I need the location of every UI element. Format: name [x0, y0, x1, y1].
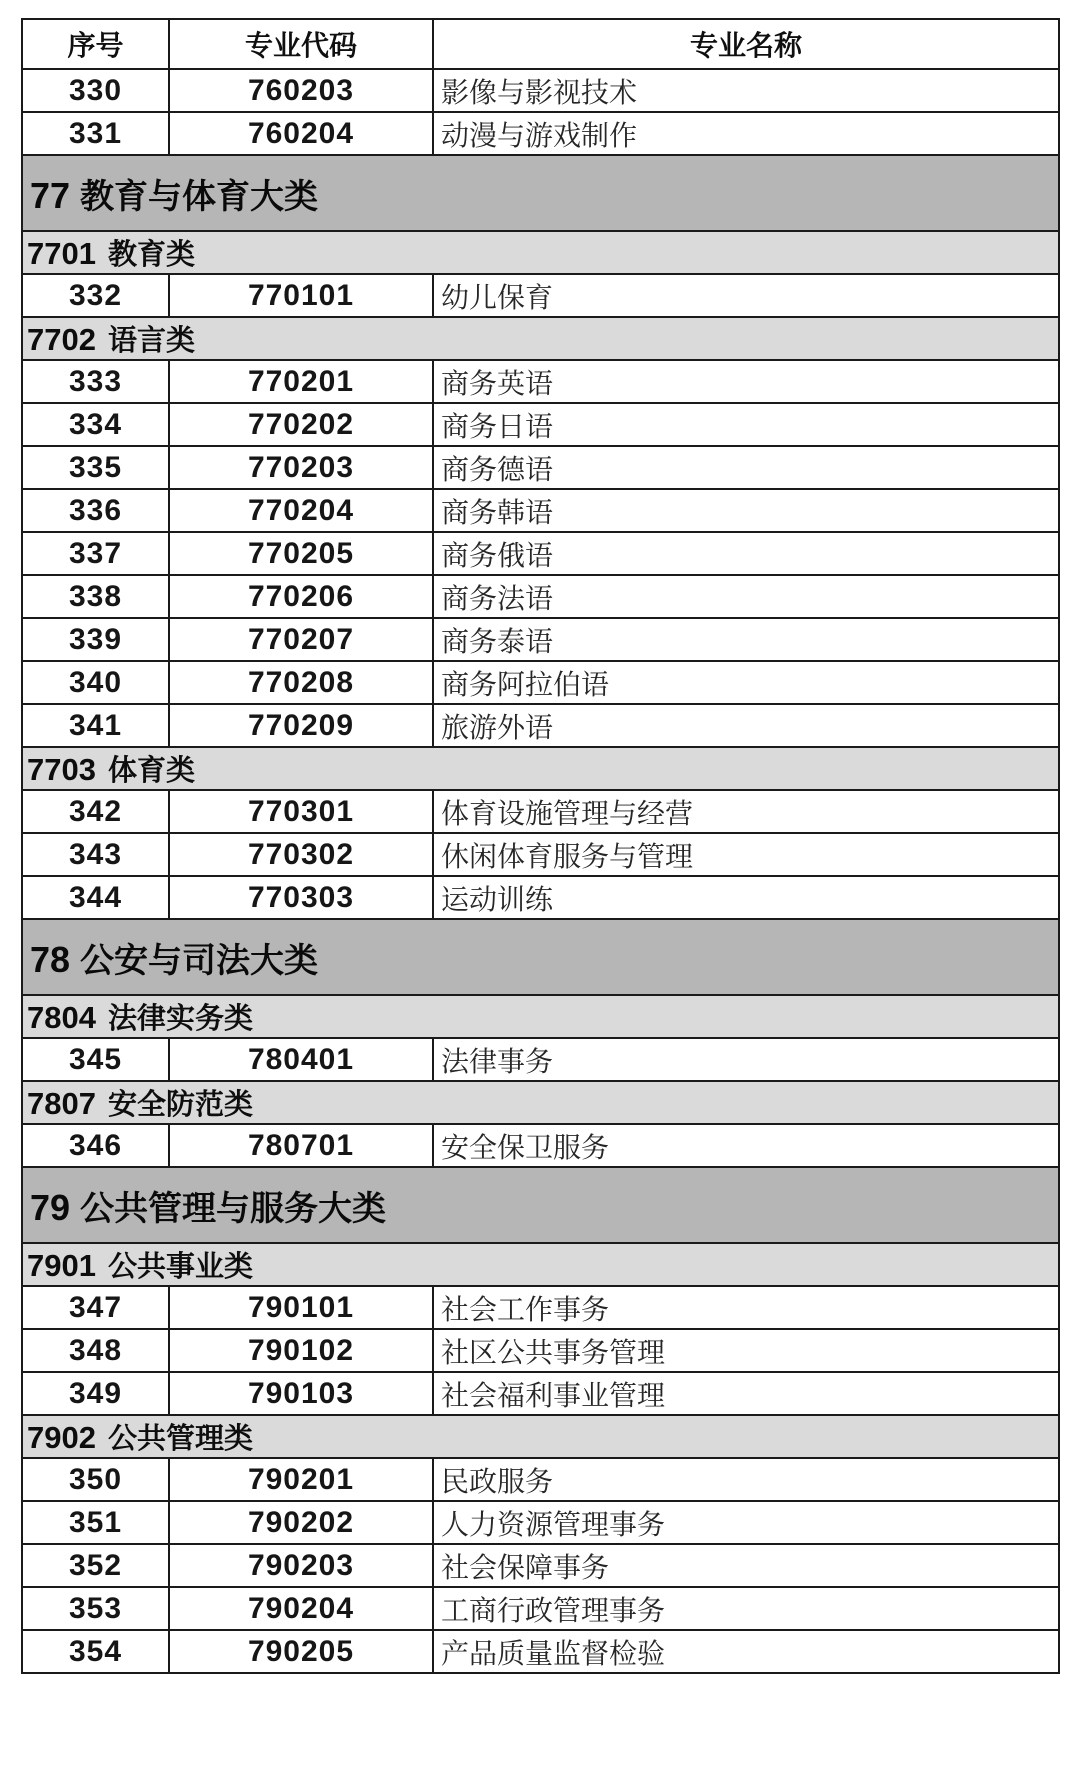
cell-serial-number: 333	[22, 360, 169, 403]
col-header-name: 专业名称	[433, 19, 1059, 69]
subcategory-label: 公共管理类	[107, 1421, 253, 1455]
category-code: 78	[30, 938, 71, 980]
cell-major-code: 790203	[169, 1544, 433, 1587]
cell-major-name: 社会福利事业管理	[433, 1372, 1059, 1415]
cell-serial-number: 353	[22, 1587, 169, 1630]
cell-major-code: 770204	[169, 489, 433, 532]
table-row	[22, 790, 1059, 833]
cell-major-name: 法律事务	[433, 1038, 1059, 1081]
subcategory-row	[22, 1081, 1059, 1124]
cell-major-name: 幼儿保育	[433, 274, 1059, 317]
majors-table	[21, 18, 1060, 1674]
cell-serial-number: 330	[22, 69, 169, 112]
cell-major-code: 760203	[169, 69, 433, 112]
cell-major-name: 民政服务	[433, 1458, 1059, 1501]
cell-major-name: 运动训练	[433, 876, 1059, 919]
table-row	[22, 489, 1059, 532]
cell-serial-number: 346	[22, 1124, 169, 1167]
cell-major-name: 产品质量监督检验	[433, 1630, 1059, 1673]
subcategory-code: 7902	[27, 1420, 96, 1455]
table-row	[22, 1372, 1059, 1415]
table-row	[22, 618, 1059, 661]
cell-major-name: 商务韩语	[433, 489, 1059, 532]
cell-major-code: 770203	[169, 446, 433, 489]
cell-serial-number: 337	[22, 532, 169, 575]
cell-major-name: 社会保障事务	[433, 1544, 1059, 1587]
category-label: 公安与司法大类	[80, 940, 319, 981]
subcategory-code: 7901	[27, 1248, 96, 1283]
cell-serial-number: 350	[22, 1458, 169, 1501]
cell-major-code: 770205	[169, 532, 433, 575]
subcategory-label: 语言类	[107, 323, 195, 357]
cell-major-name: 安全保卫服务	[433, 1124, 1059, 1167]
category-label: 教育与体育大类	[80, 176, 319, 217]
category-row	[22, 1167, 1059, 1243]
cell-major-code: 790204	[169, 1587, 433, 1630]
category-row	[22, 919, 1059, 995]
cell-serial-number: 336	[22, 489, 169, 532]
subcategory-row	[22, 1415, 1059, 1458]
cell-serial-number: 345	[22, 1038, 169, 1081]
subcategory-label: 法律实务类	[107, 1001, 253, 1035]
col-header-code: 专业代码	[169, 19, 433, 69]
cell-major-code: 770209	[169, 704, 433, 747]
subcategory-row	[22, 231, 1059, 274]
table-row	[22, 112, 1059, 155]
subcategory-code: 7804	[27, 1000, 96, 1035]
table-row	[22, 1286, 1059, 1329]
cell-major-code: 770101	[169, 274, 433, 317]
cell-serial-number: 347	[22, 1286, 169, 1329]
cell-major-name: 商务泰语	[433, 618, 1059, 661]
cell-serial-number: 334	[22, 403, 169, 446]
subcategory-band	[22, 231, 1059, 274]
cell-serial-number: 348	[22, 1329, 169, 1372]
cell-major-code: 790202	[169, 1501, 433, 1544]
cell-major-name: 商务俄语	[433, 532, 1059, 575]
subcategory-code: 7702	[27, 322, 96, 357]
table-row	[22, 1630, 1059, 1673]
subcategory-label: 教育类	[107, 237, 195, 271]
cell-major-name: 动漫与游戏制作	[433, 112, 1059, 155]
category-band	[22, 919, 1059, 995]
cell-serial-number: 344	[22, 876, 169, 919]
cell-major-name: 影像与影视技术	[433, 69, 1059, 112]
cell-serial-number: 343	[22, 833, 169, 876]
category-band	[22, 1167, 1059, 1243]
subcategory-band	[22, 1081, 1059, 1124]
cell-serial-number: 339	[22, 618, 169, 661]
cell-major-name: 休闲体育服务与管理	[433, 833, 1059, 876]
table-row	[22, 1544, 1059, 1587]
subcategory-label: 安全防范类	[107, 1087, 253, 1121]
cell-serial-number: 354	[22, 1630, 169, 1673]
table-row	[22, 876, 1059, 919]
cell-major-name: 社区公共事务管理	[433, 1329, 1059, 1372]
cell-major-code: 760204	[169, 112, 433, 155]
category-row	[22, 155, 1059, 231]
cell-serial-number: 351	[22, 1501, 169, 1544]
cell-major-code: 780401	[169, 1038, 433, 1081]
category-band	[22, 155, 1059, 231]
cell-major-code: 770206	[169, 575, 433, 618]
subcategory-row	[22, 1243, 1059, 1286]
table-row	[22, 360, 1059, 403]
cell-serial-number: 349	[22, 1372, 169, 1415]
cell-major-name: 工商行政管理事务	[433, 1587, 1059, 1630]
cell-major-name: 社会工作事务	[433, 1286, 1059, 1329]
cell-serial-number: 331	[22, 112, 169, 155]
table-row	[22, 1038, 1059, 1081]
table-row	[22, 1587, 1059, 1630]
cell-serial-number: 340	[22, 661, 169, 704]
subcategory-code: 7701	[27, 236, 96, 271]
table-row	[22, 1329, 1059, 1372]
cell-major-code: 790103	[169, 1372, 433, 1415]
subcategory-code: 7703	[27, 752, 96, 787]
table-header	[22, 19, 1059, 69]
cell-major-code: 770303	[169, 876, 433, 919]
table-row	[22, 575, 1059, 618]
subcategory-label: 体育类	[107, 753, 195, 787]
cell-major-code: 790201	[169, 1458, 433, 1501]
subcategory-label: 公共事业类	[107, 1249, 253, 1283]
cell-major-name: 商务法语	[433, 575, 1059, 618]
cell-serial-number: 352	[22, 1544, 169, 1587]
subcategory-band	[22, 747, 1059, 790]
category-code: 77	[30, 174, 71, 216]
subcategory-band	[22, 317, 1059, 360]
cell-major-name: 商务日语	[433, 403, 1059, 446]
cell-major-name: 商务英语	[433, 360, 1059, 403]
cell-major-name: 商务德语	[433, 446, 1059, 489]
table-row	[22, 833, 1059, 876]
cell-major-code: 770201	[169, 360, 433, 403]
table-body	[22, 69, 1059, 1673]
cell-major-code: 770208	[169, 661, 433, 704]
cell-major-name: 体育设施管理与经营	[433, 790, 1059, 833]
cell-major-code: 790102	[169, 1329, 433, 1372]
subcategory-row	[22, 995, 1059, 1038]
table-row	[22, 274, 1059, 317]
cell-major-name: 旅游外语	[433, 704, 1059, 747]
col-header-index: 序号	[22, 19, 169, 69]
table-row	[22, 661, 1059, 704]
cell-serial-number: 341	[22, 704, 169, 747]
cell-serial-number: 332	[22, 274, 169, 317]
cell-major-code: 770207	[169, 618, 433, 661]
table-header-row	[22, 19, 1059, 69]
cell-serial-number: 335	[22, 446, 169, 489]
cell-major-code: 770202	[169, 403, 433, 446]
cell-major-code: 790205	[169, 1630, 433, 1673]
subcategory-code: 7807	[27, 1086, 96, 1121]
table-row	[22, 1501, 1059, 1544]
table-row	[22, 532, 1059, 575]
cell-major-code: 770302	[169, 833, 433, 876]
subcategory-row	[22, 317, 1059, 360]
subcategory-row	[22, 747, 1059, 790]
table-row	[22, 1124, 1059, 1167]
cell-serial-number: 342	[22, 790, 169, 833]
table-row	[22, 1458, 1059, 1501]
category-code: 79	[30, 1186, 71, 1228]
cell-major-name: 商务阿拉伯语	[433, 661, 1059, 704]
cell-major-name: 人力资源管理事务	[433, 1501, 1059, 1544]
subcategory-band	[22, 1415, 1059, 1458]
table-row	[22, 403, 1059, 446]
table-row	[22, 704, 1059, 747]
category-label: 公共管理与服务大类	[80, 1188, 387, 1229]
subcategory-band	[22, 1243, 1059, 1286]
cell-serial-number: 338	[22, 575, 169, 618]
table-row	[22, 446, 1059, 489]
cell-major-code: 770301	[169, 790, 433, 833]
table-row	[22, 69, 1059, 112]
cell-major-code: 780701	[169, 1124, 433, 1167]
subcategory-band	[22, 995, 1059, 1038]
cell-major-code: 790101	[169, 1286, 433, 1329]
